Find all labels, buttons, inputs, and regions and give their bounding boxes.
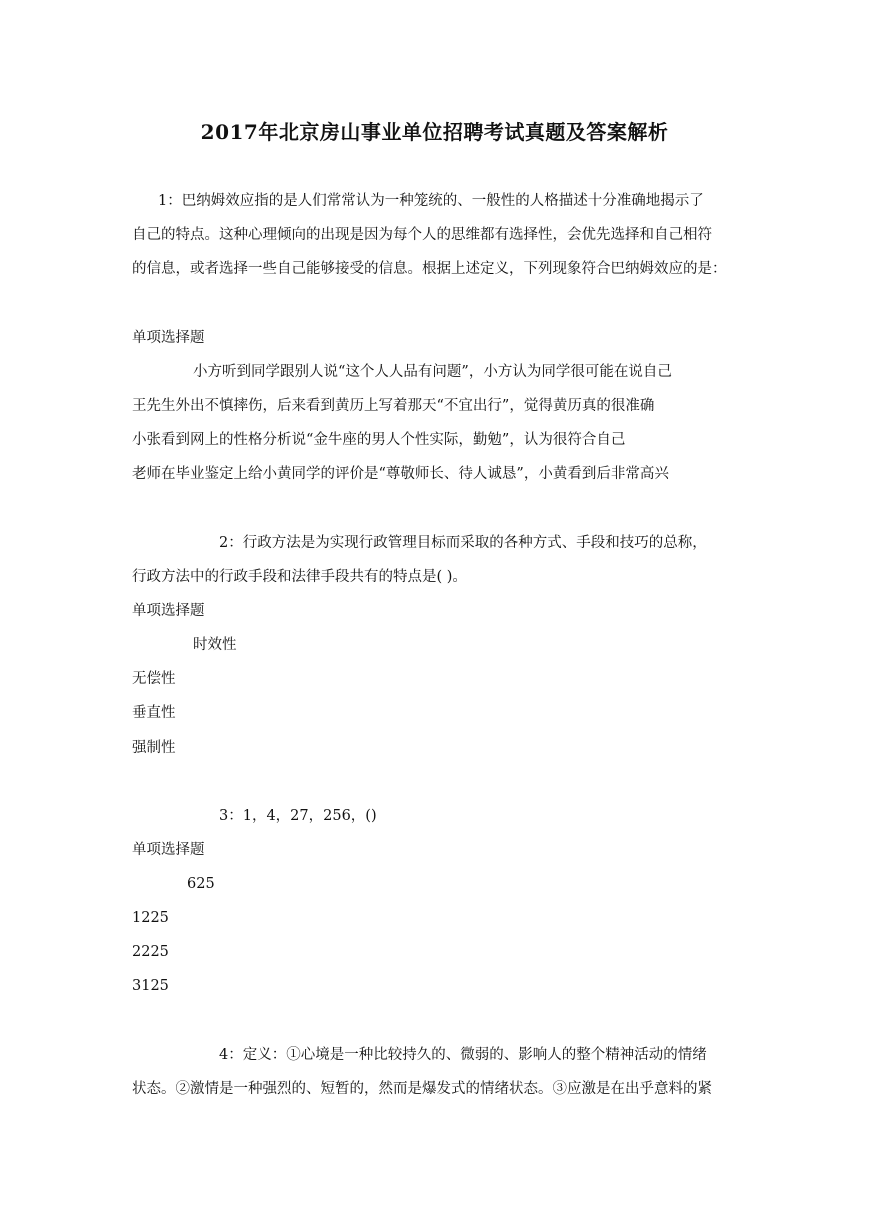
q4-stem-line-2: 状态。②激情是一种强烈的、短暂的，然而是爆发式的情绪状态。③应激是在出乎意料的紧: [132, 1081, 712, 1097]
q1-stem-line-2: 自己的特点。这种心理倾向的出现是因为每个人的思维都有选择性，会优先选择和自己相符: [132, 227, 712, 243]
q1-option-a[interactable]: 小方听到同学跟别人说“这个人人品有问题”，小方认为同学很可能在说自己: [193, 364, 672, 380]
q3-option-a[interactable]: 625: [187, 876, 215, 892]
q2-option-b[interactable]: 无偿性: [132, 671, 176, 687]
q1-stem-line-1: 1：巴纳姆效应指的是人们常常认为一种笼统的、一般性的人格描述十分准确地揭示了: [158, 193, 704, 209]
q2-option-c[interactable]: 垂直性: [132, 705, 176, 721]
q2-stem-line-1: 2：行政方法是为实现行政管理目标而采取的各种方式、手段和技巧的总称，: [219, 535, 707, 551]
q1-stem-line-3: 的信息，或者选择一些自己能够接受的信息。根据上述定义，下列现象符合巴纳姆效应的是：: [132, 261, 727, 277]
q1-option-b[interactable]: 王先生外出不慎摔伤，后来看到黄历上写着那天“不宜出行”，觉得黄历真的很准确: [132, 398, 655, 414]
q3-option-d[interactable]: 3125: [132, 978, 169, 994]
q3-option-b[interactable]: 1225: [132, 910, 169, 926]
q3-type-label: 单项选择题: [132, 842, 205, 858]
q2-option-d[interactable]: 强制性: [132, 740, 176, 756]
q3-stem-line-1: 3：1，4，27，256，(): [219, 808, 377, 824]
q1-type-label: 单项选择题: [132, 330, 205, 346]
q1-option-d[interactable]: 老师在毕业鉴定上给小黄同学的评价是“尊敬师长、待人诚恳”，小黄看到后非常高兴: [132, 466, 669, 482]
q4-stem-line-1: 4：定义：①心境是一种比较持久的、微弱的、影响人的整个精神活动的情绪: [219, 1047, 707, 1063]
q2-option-a[interactable]: 时效性: [193, 637, 237, 653]
q3-option-c[interactable]: 2225: [132, 944, 169, 960]
document-title: 2017年北京房山事业单位招聘考试真题及答案解析: [200, 120, 669, 144]
q1-option-c[interactable]: 小张看到网上的性格分析说“金牛座的男人个性实际，勤勉”，认为很符合自己: [132, 432, 626, 448]
q2-type-label: 单项选择题: [132, 603, 205, 619]
q2-stem-line-2: 行政方法中的行政手段和法律手段共有的特点是( )。: [132, 569, 467, 585]
